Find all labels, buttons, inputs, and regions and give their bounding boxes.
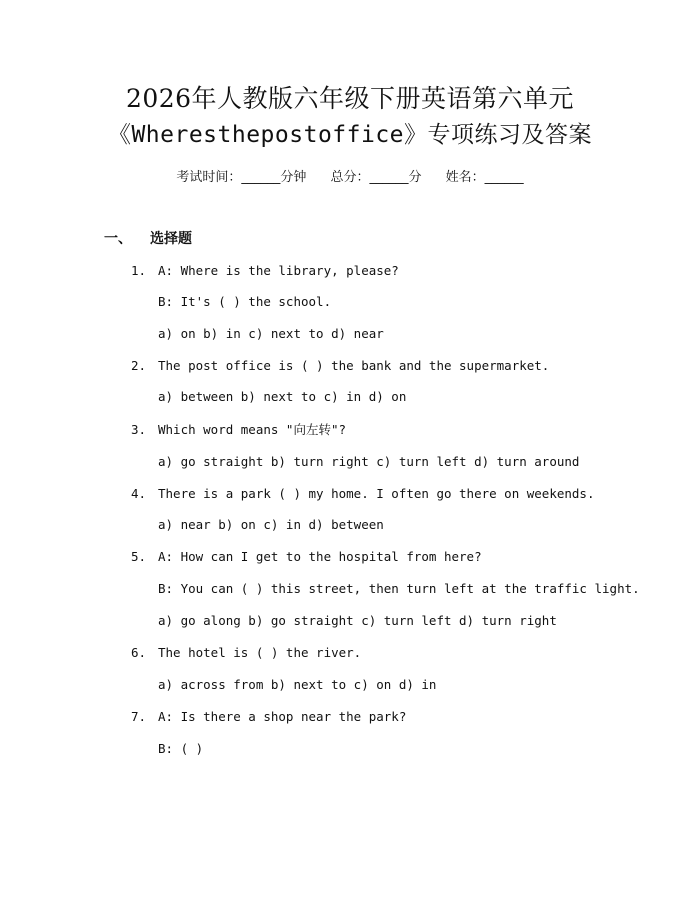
section-heading: [104, 228, 192, 250]
question-number: 3.: [131, 422, 147, 437]
question-options: a) across from b) next to c) on d) in: [158, 677, 437, 692]
question-options: a) on b) in c) next to d) near: [158, 326, 384, 341]
question-line: B: You can ( ) this street, then turn left at the traffic light.: [158, 581, 640, 596]
question-line: A: How can I get to the hospital from here?: [158, 549, 482, 564]
question-number: 1.: [131, 263, 147, 278]
exam-time-label: 考试时间：______分钟: [176, 170, 307, 185]
question-options: a) go along b) go straight c) turn left d) turn right: [158, 613, 557, 628]
question-number: 4.: [131, 486, 147, 501]
question-line: B: It's ( ) the school.: [158, 294, 332, 309]
question-line: The hotel is ( ) the river.: [158, 645, 362, 660]
question-line: A: Where is the library, please?: [158, 263, 399, 278]
total-score-label: 总分：______分: [330, 170, 422, 185]
question-line: Which word means "向左转"?: [158, 422, 347, 437]
question-number: 2.: [131, 358, 147, 373]
title-line-1: 2026年人教版六年级下册英语第六单元: [125, 84, 575, 113]
question-number: 6.: [131, 645, 147, 660]
question-number: 7.: [131, 709, 147, 724]
section-number: 一、: [104, 231, 132, 247]
section-title: 选择题: [150, 231, 192, 247]
question-line: The post office is ( ) the bank and the supermarket.: [158, 358, 550, 373]
exam-meta: [0, 167, 700, 189]
question-line: A: Is there a shop near the park?: [158, 709, 407, 724]
question-options: a) between b) next to c) in d) on: [158, 389, 407, 404]
question-line: There is a park ( ) my home. I often go there on weekends.: [158, 486, 595, 501]
question-options: a) go straight b) turn right c) turn left d) turn around: [158, 454, 580, 469]
question-options: a) near b) on c) in d) between: [158, 517, 384, 532]
question-line: B: ( ): [158, 741, 204, 756]
question-number: 5.: [131, 549, 147, 564]
title-line-2: 《Wheresthepostoffice》专项练习及答案: [107, 122, 593, 148]
name-label: 姓名：______: [445, 170, 524, 185]
